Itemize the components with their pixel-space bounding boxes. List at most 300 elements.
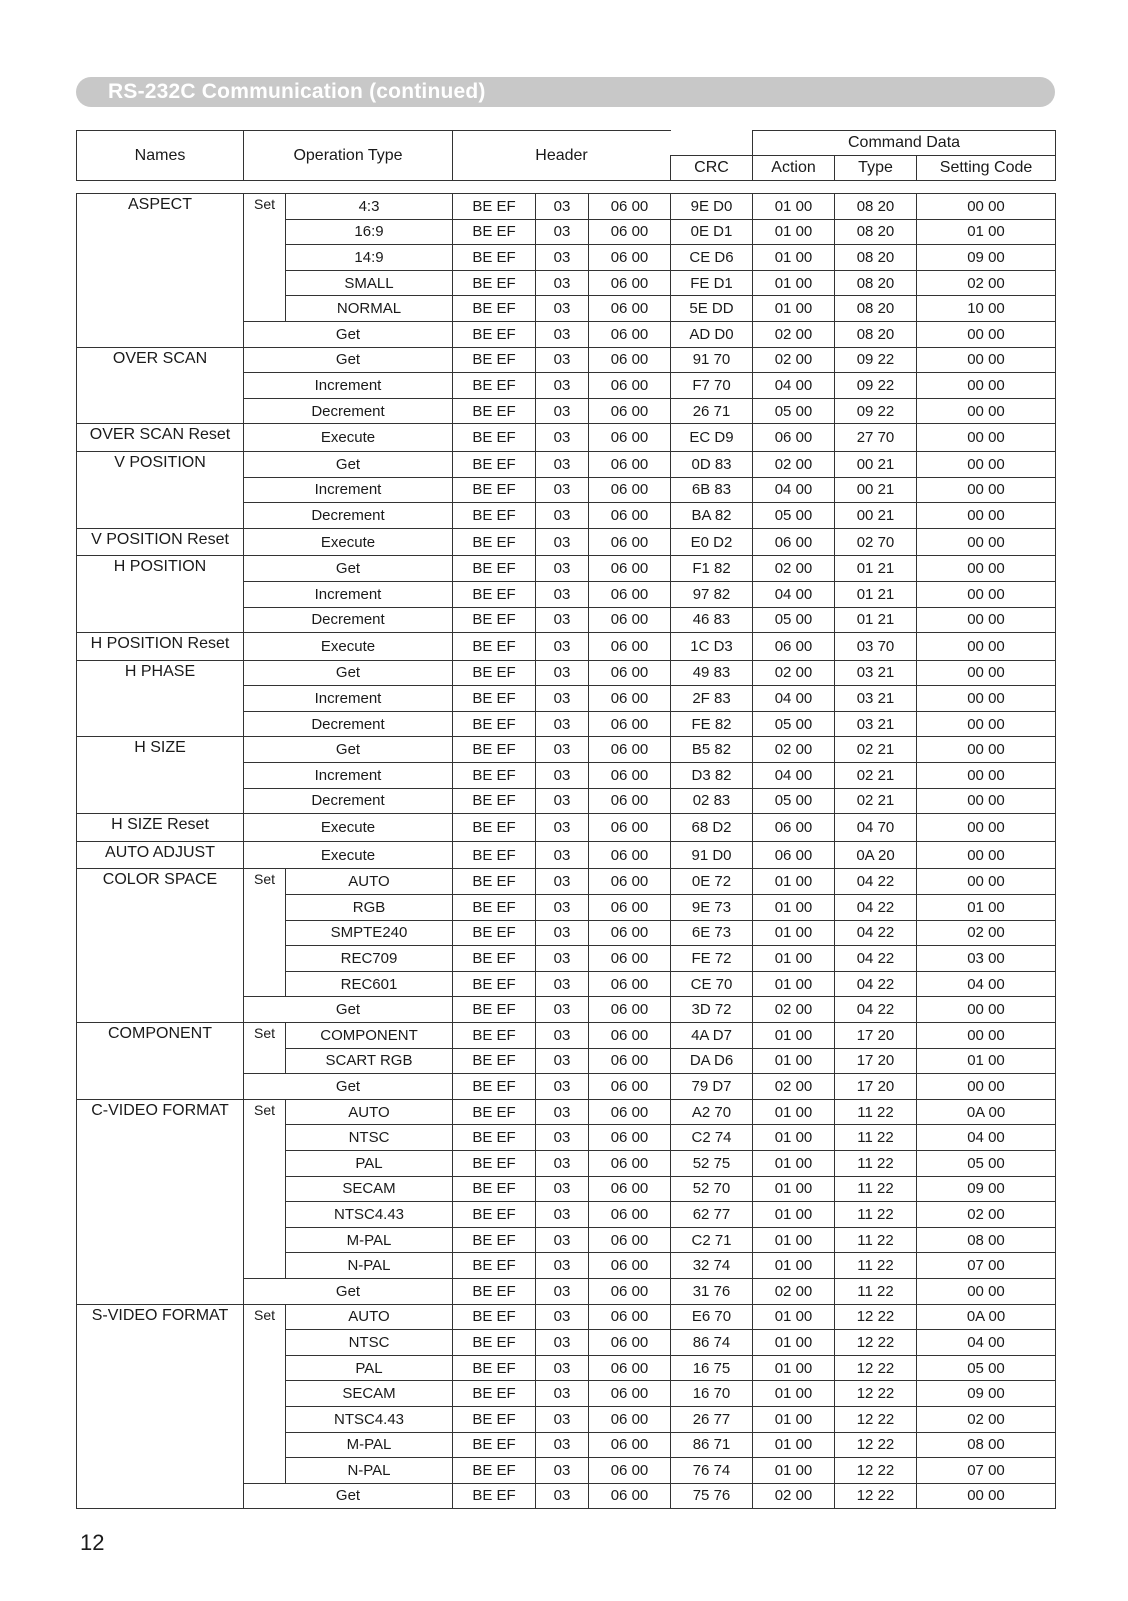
setting-code-value: 09 00: [917, 245, 1056, 271]
header-byte-2: 03: [536, 633, 589, 661]
header-byte-1: BE EF: [453, 373, 536, 399]
crc-value: CE 70: [671, 971, 753, 997]
crc-value: 16 70: [671, 1381, 753, 1407]
action-value: 02 00: [753, 737, 835, 763]
row-name: OVER SCAN: [77, 347, 244, 424]
table-row: [77, 556, 1056, 582]
operation-value: Get: [244, 347, 453, 373]
header-byte-3: 06 00: [589, 347, 671, 373]
crc-value: 6B 83: [671, 477, 753, 503]
header-byte-2: 03: [536, 321, 589, 347]
header-byte-1: BE EF: [453, 1458, 536, 1484]
header-byte-2: 03: [536, 997, 589, 1023]
header-byte-1: BE EF: [453, 1099, 536, 1125]
setting-code-value: 02 00: [917, 1406, 1056, 1432]
header-byte-1: BE EF: [453, 1278, 536, 1304]
setting-code-value: 00 00: [917, 1023, 1056, 1049]
header-byte-2: 03: [536, 1176, 589, 1202]
crc-value: EC D9: [671, 424, 753, 452]
setting-code-value: 00 00: [917, 660, 1056, 686]
operation-value: Get: [244, 1278, 453, 1304]
type-value: 08 20: [835, 270, 917, 296]
operation-value: Get: [244, 1074, 453, 1100]
header-byte-3: 06 00: [589, 633, 671, 661]
setting-code-value: 05 00: [917, 1355, 1056, 1381]
action-value: 01 00: [753, 1048, 835, 1074]
setting-code-value: 02 00: [917, 1202, 1056, 1228]
setting-code-value: 04 00: [917, 1125, 1056, 1151]
action-value: 02 00: [753, 1074, 835, 1100]
header-byte-3: 06 00: [589, 477, 671, 503]
table-row: [77, 528, 1056, 556]
header-byte-3: 06 00: [589, 581, 671, 607]
section-title-bar: [76, 77, 1055, 107]
header-byte-1: BE EF: [453, 1355, 536, 1381]
action-value: 01 00: [753, 895, 835, 921]
header-byte-3: 06 00: [589, 556, 671, 582]
header-operation-type: Operation Type: [244, 131, 453, 181]
header-byte-3: 06 00: [589, 398, 671, 424]
type-value: 03 21: [835, 711, 917, 737]
action-value: 01 00: [753, 1330, 835, 1356]
table-row: [77, 194, 1056, 220]
type-value: 27 70: [835, 424, 917, 452]
action-value: 01 00: [753, 946, 835, 972]
header-byte-1: BE EF: [453, 1432, 536, 1458]
action-value: 01 00: [753, 1406, 835, 1432]
operation-value: M-PAL: [286, 1432, 453, 1458]
header-byte-3: 06 00: [589, 424, 671, 452]
action-value: 02 00: [753, 1278, 835, 1304]
header-byte-2: 03: [536, 451, 589, 477]
operation-value: Execute: [244, 528, 453, 556]
action-value: 05 00: [753, 788, 835, 814]
header-byte-1: BE EF: [453, 686, 536, 712]
set-label: Set: [244, 1099, 286, 1278]
crc-value: B5 82: [671, 737, 753, 763]
operation-value: Execute: [244, 424, 453, 452]
header-byte-3: 06 00: [589, 1432, 671, 1458]
header-byte-1: BE EF: [453, 1176, 536, 1202]
header-byte-1: BE EF: [453, 737, 536, 763]
header-byte-2: 03: [536, 424, 589, 452]
crc-value: 46 83: [671, 607, 753, 633]
crc-value: DA D6: [671, 1048, 753, 1074]
operation-value: Decrement: [244, 788, 453, 814]
setting-code-value: 00 00: [917, 1483, 1056, 1509]
type-value: 00 21: [835, 451, 917, 477]
header-byte-1: BE EF: [453, 556, 536, 582]
row-name: V POSITION Reset: [77, 528, 244, 556]
header-command-data: Command Data: [753, 131, 1056, 156]
type-value: 11 22: [835, 1150, 917, 1176]
crc-value: 2F 83: [671, 686, 753, 712]
header-byte-3: 06 00: [589, 869, 671, 895]
table-row: [77, 424, 1056, 452]
type-value: 02 21: [835, 788, 917, 814]
type-value: 12 22: [835, 1330, 917, 1356]
header-byte-2: 03: [536, 347, 589, 373]
table-row: [77, 660, 1056, 686]
type-value: 11 22: [835, 1125, 917, 1151]
header-byte-2: 03: [536, 1150, 589, 1176]
crc-value: E6 70: [671, 1304, 753, 1330]
header-byte-3: 06 00: [589, 1074, 671, 1100]
header-byte-3: 06 00: [589, 1406, 671, 1432]
crc-value: 5E DD: [671, 296, 753, 322]
header-byte-2: 03: [536, 1074, 589, 1100]
operation-value: Increment: [244, 763, 453, 789]
type-value: 01 21: [835, 581, 917, 607]
crc-value: CE D6: [671, 245, 753, 271]
header-setting-code: Setting Code: [917, 156, 1056, 181]
action-value: 01 00: [753, 245, 835, 271]
setting-code-value: 02 00: [917, 270, 1056, 296]
action-value: 01 00: [753, 1023, 835, 1049]
header-byte-1: BE EF: [453, 869, 536, 895]
type-value: 03 70: [835, 633, 917, 661]
header-byte-3: 06 00: [589, 971, 671, 997]
operation-value: NTSC4.43: [286, 1202, 453, 1228]
setting-code-value: 00 00: [917, 1074, 1056, 1100]
crc-value: 0E 72: [671, 869, 753, 895]
action-value: 01 00: [753, 296, 835, 322]
header-action: Action: [753, 156, 835, 181]
type-value: 04 22: [835, 997, 917, 1023]
operation-value: SMALL: [286, 270, 453, 296]
header-byte-3: 06 00: [589, 788, 671, 814]
crc-value: FE 72: [671, 946, 753, 972]
action-value: 01 00: [753, 1355, 835, 1381]
operation-value: Get: [244, 1483, 453, 1509]
operation-value: SCART RGB: [286, 1048, 453, 1074]
action-value: 05 00: [753, 503, 835, 529]
header-byte-1: BE EF: [453, 971, 536, 997]
header-byte-2: 03: [536, 763, 589, 789]
header-byte-1: BE EF: [453, 194, 536, 220]
crc-value: 31 76: [671, 1278, 753, 1304]
action-value: 06 00: [753, 841, 835, 869]
header-byte-1: BE EF: [453, 920, 536, 946]
header-byte-1: BE EF: [453, 1074, 536, 1100]
header-byte-2: 03: [536, 1253, 589, 1279]
crc-value: A2 70: [671, 1099, 753, 1125]
row-name: COLOR SPACE: [77, 869, 244, 1023]
type-value: 12 22: [835, 1483, 917, 1509]
setting-code-value: 07 00: [917, 1253, 1056, 1279]
header-byte-1: BE EF: [453, 503, 536, 529]
header-byte-3: 06 00: [589, 1381, 671, 1407]
operation-value: Execute: [244, 841, 453, 869]
setting-code-value: 00 00: [917, 424, 1056, 452]
crc-value: F1 82: [671, 556, 753, 582]
type-value: 09 22: [835, 347, 917, 373]
type-value: 02 70: [835, 528, 917, 556]
header-byte-2: 03: [536, 245, 589, 271]
action-value: 01 00: [753, 1176, 835, 1202]
operation-value: Increment: [244, 477, 453, 503]
crc-value: 32 74: [671, 1253, 753, 1279]
setting-code-value: 00 00: [917, 841, 1056, 869]
header-byte-1: BE EF: [453, 1406, 536, 1432]
setting-code-value: 00 00: [917, 373, 1056, 399]
header-byte-3: 06 00: [589, 503, 671, 529]
operation-value: REC601: [286, 971, 453, 997]
crc-value: C2 74: [671, 1125, 753, 1151]
header-byte-3: 06 00: [589, 270, 671, 296]
type-value: 0A 20: [835, 841, 917, 869]
header-byte-2: 03: [536, 1227, 589, 1253]
type-value: 08 20: [835, 245, 917, 271]
crc-value: 4A D7: [671, 1023, 753, 1049]
header-byte-1: BE EF: [453, 711, 536, 737]
header-byte-3: 06 00: [589, 1278, 671, 1304]
type-value: 03 21: [835, 686, 917, 712]
operation-value: REC709: [286, 946, 453, 972]
type-value: 12 22: [835, 1432, 917, 1458]
row-name: OVER SCAN Reset: [77, 424, 244, 452]
header-byte-2: 03: [536, 373, 589, 399]
action-value: 01 00: [753, 1150, 835, 1176]
type-value: 04 70: [835, 814, 917, 842]
header-byte-2: 03: [536, 1202, 589, 1228]
type-value: 17 20: [835, 1023, 917, 1049]
header-byte-1: BE EF: [453, 1125, 536, 1151]
type-value: 01 21: [835, 607, 917, 633]
type-value: 08 20: [835, 194, 917, 220]
header-byte-3: 06 00: [589, 895, 671, 921]
header-byte-3: 06 00: [589, 1023, 671, 1049]
row-name: H POSITION: [77, 556, 244, 633]
crc-value: 86 71: [671, 1432, 753, 1458]
setting-code-value: 00 00: [917, 321, 1056, 347]
action-value: 02 00: [753, 451, 835, 477]
header-byte-2: 03: [536, 270, 589, 296]
crc-value: C2 71: [671, 1227, 753, 1253]
operation-value: Get: [244, 321, 453, 347]
action-value: 01 00: [753, 1227, 835, 1253]
header-byte-2: 03: [536, 296, 589, 322]
crc-value: 62 77: [671, 1202, 753, 1228]
setting-code-value: 00 00: [917, 737, 1056, 763]
table-row: [77, 1099, 1056, 1125]
header-byte-3: 06 00: [589, 245, 671, 271]
setting-code-value: 00 00: [917, 788, 1056, 814]
header-byte-2: 03: [536, 1048, 589, 1074]
crc-value: 49 83: [671, 660, 753, 686]
header-byte-3: 06 00: [589, 686, 671, 712]
header-byte-2: 03: [536, 1406, 589, 1432]
operation-value: NORMAL: [286, 296, 453, 322]
crc-value: 02 83: [671, 788, 753, 814]
header-byte-1: BE EF: [453, 1253, 536, 1279]
setting-code-value: 00 00: [917, 814, 1056, 842]
crc-value: 75 76: [671, 1483, 753, 1509]
header-byte-1: BE EF: [453, 763, 536, 789]
action-value: 05 00: [753, 398, 835, 424]
header-byte-3: 06 00: [589, 1202, 671, 1228]
action-value: 02 00: [753, 1483, 835, 1509]
operation-value: AUTO: [286, 1099, 453, 1125]
type-value: 04 22: [835, 946, 917, 972]
row-name: S-VIDEO FORMAT: [77, 1304, 244, 1509]
header-byte-3: 06 00: [589, 1483, 671, 1509]
setting-code-value: 0A 00: [917, 1099, 1056, 1125]
crc-value: FE D1: [671, 270, 753, 296]
row-name: H SIZE: [77, 737, 244, 814]
operation-value: Get: [244, 556, 453, 582]
header-byte-3: 06 00: [589, 920, 671, 946]
action-value: 01 00: [753, 1304, 835, 1330]
header-byte-3: 06 00: [589, 711, 671, 737]
crc-value: 52 70: [671, 1176, 753, 1202]
set-label: Set: [244, 869, 286, 997]
section-title: RS-232C Communication (continued): [108, 80, 486, 103]
header-byte-3: 06 00: [589, 1253, 671, 1279]
action-value: 01 00: [753, 194, 835, 220]
table-header: [76, 130, 1056, 181]
operation-value: 16:9: [286, 219, 453, 245]
table-row: [77, 347, 1056, 373]
table-row: [77, 841, 1056, 869]
header-byte-3: 06 00: [589, 946, 671, 972]
type-value: 04 22: [835, 920, 917, 946]
crc-value: 91 70: [671, 347, 753, 373]
operation-value: 4:3: [286, 194, 453, 220]
crc-value: 76 74: [671, 1458, 753, 1484]
type-value: 11 22: [835, 1227, 917, 1253]
header-byte-1: BE EF: [453, 895, 536, 921]
header-header: Header: [453, 131, 671, 181]
operation-value: PAL: [286, 1150, 453, 1176]
action-value: 01 00: [753, 1253, 835, 1279]
operation-value: Decrement: [244, 607, 453, 633]
header-byte-3: 06 00: [589, 451, 671, 477]
operation-value: Execute: [244, 633, 453, 661]
crc-value: 79 D7: [671, 1074, 753, 1100]
operation-value: AUTO: [286, 869, 453, 895]
action-value: 04 00: [753, 686, 835, 712]
setting-code-value: 00 00: [917, 633, 1056, 661]
header-byte-1: BE EF: [453, 841, 536, 869]
type-value: 17 20: [835, 1048, 917, 1074]
header-byte-1: BE EF: [453, 1150, 536, 1176]
header-byte-2: 03: [536, 869, 589, 895]
header-byte-2: 03: [536, 946, 589, 972]
type-value: 03 21: [835, 660, 917, 686]
setting-code-value: 00 00: [917, 1278, 1056, 1304]
header-blank: [671, 131, 753, 156]
header-byte-2: 03: [536, 920, 589, 946]
setting-code-value: 00 00: [917, 477, 1056, 503]
crc-value: 16 75: [671, 1355, 753, 1381]
table-row: [77, 869, 1056, 895]
crc-value: 0D 83: [671, 451, 753, 477]
crc-value: 1C D3: [671, 633, 753, 661]
setting-code-value: 00 00: [917, 528, 1056, 556]
action-value: 04 00: [753, 763, 835, 789]
header-byte-3: 06 00: [589, 997, 671, 1023]
action-value: 06 00: [753, 528, 835, 556]
header-byte-1: BE EF: [453, 528, 536, 556]
header-byte-2: 03: [536, 971, 589, 997]
header-byte-2: 03: [536, 1381, 589, 1407]
header-byte-1: BE EF: [453, 946, 536, 972]
header-byte-3: 06 00: [589, 1330, 671, 1356]
header-byte-3: 06 00: [589, 528, 671, 556]
header-byte-2: 03: [536, 528, 589, 556]
operation-value: 14:9: [286, 245, 453, 271]
header-byte-1: BE EF: [453, 270, 536, 296]
header-byte-1: BE EF: [453, 581, 536, 607]
action-value: 01 00: [753, 1202, 835, 1228]
header-byte-2: 03: [536, 398, 589, 424]
table-row: [77, 1023, 1056, 1049]
set-label: Set: [244, 1304, 286, 1483]
header-byte-1: BE EF: [453, 1381, 536, 1407]
header-byte-2: 03: [536, 219, 589, 245]
set-label: Set: [244, 194, 286, 322]
setting-code-value: 00 00: [917, 194, 1056, 220]
header-byte-1: BE EF: [453, 424, 536, 452]
operation-value: Get: [244, 997, 453, 1023]
crc-value: AD D0: [671, 321, 753, 347]
operation-value: Decrement: [244, 398, 453, 424]
operation-value: AUTO: [286, 1304, 453, 1330]
header-byte-3: 06 00: [589, 737, 671, 763]
header-byte-2: 03: [536, 1099, 589, 1125]
table-row: [77, 1304, 1056, 1330]
type-value: 11 22: [835, 1099, 917, 1125]
operation-value: N-PAL: [286, 1458, 453, 1484]
operation-value: Get: [244, 660, 453, 686]
type-value: 11 22: [835, 1253, 917, 1279]
header-byte-1: BE EF: [453, 219, 536, 245]
header-byte-2: 03: [536, 581, 589, 607]
operation-value: Get: [244, 737, 453, 763]
setting-code-value: 00 00: [917, 997, 1056, 1023]
action-value: 01 00: [753, 219, 835, 245]
header-byte-3: 06 00: [589, 1176, 671, 1202]
type-value: 09 22: [835, 398, 917, 424]
header-byte-1: BE EF: [453, 451, 536, 477]
operation-value: SECAM: [286, 1381, 453, 1407]
operation-value: Increment: [244, 581, 453, 607]
action-value: 01 00: [753, 270, 835, 296]
table-row: [77, 451, 1056, 477]
setting-code-value: 04 00: [917, 1330, 1056, 1356]
header-byte-3: 06 00: [589, 1099, 671, 1125]
type-value: 11 22: [835, 1278, 917, 1304]
header-byte-2: 03: [536, 1355, 589, 1381]
header-byte-3: 06 00: [589, 814, 671, 842]
type-value: 11 22: [835, 1176, 917, 1202]
header-byte-2: 03: [536, 1483, 589, 1509]
header-byte-1: BE EF: [453, 1227, 536, 1253]
crc-value: 26 71: [671, 398, 753, 424]
action-value: 06 00: [753, 633, 835, 661]
action-value: 04 00: [753, 477, 835, 503]
setting-code-value: 00 00: [917, 711, 1056, 737]
header-names: Names: [77, 131, 244, 181]
header-byte-2: 03: [536, 477, 589, 503]
header-byte-3: 06 00: [589, 607, 671, 633]
action-value: 06 00: [753, 424, 835, 452]
crc-value: 52 75: [671, 1150, 753, 1176]
operation-value: PAL: [286, 1355, 453, 1381]
header-byte-2: 03: [536, 660, 589, 686]
action-value: 01 00: [753, 1458, 835, 1484]
